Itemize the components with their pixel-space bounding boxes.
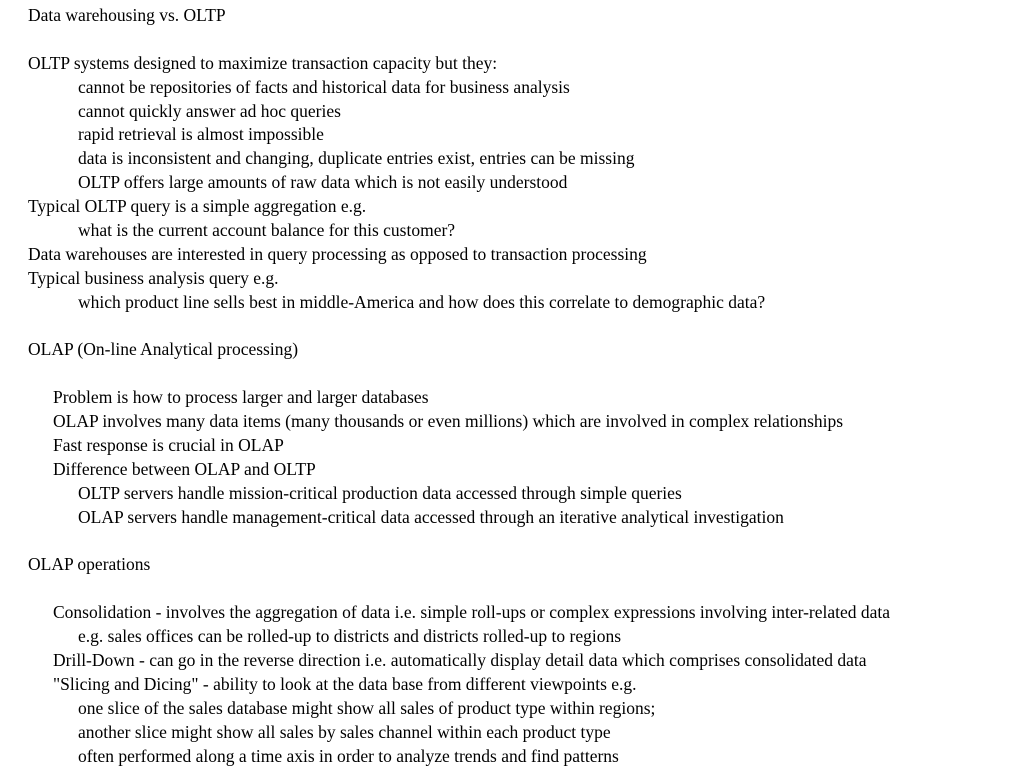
blank-line [28, 28, 1020, 52]
slicing-example: another slice might show all sales by sales channel within each product type [78, 721, 611, 742]
olap-heading: OLAP (On-line Analytical processing) [28, 339, 299, 360]
slicing-text: "Slicing and Dicing" - ability to look at the data base from different viewpoints e.g. [53, 673, 637, 694]
consolidation-text: Consolidation - involves the aggregation of data i.e. simple roll-ups or complex expressions involving inter-related data [53, 602, 891, 623]
slicing-example: often performed along a time axis in order to analyze trends and find patterns [78, 745, 619, 766]
slicing-example: one slice of the sales database might show all sales of product type within regions; [78, 697, 656, 718]
blank-line [28, 577, 1020, 601]
oltp-limitation: data is inconsistent and changing, duplicate entries exist, entries can be missing [78, 148, 635, 169]
oltp-limitation: cannot be repositories of facts and historical data for business analysis [78, 76, 570, 97]
business-query: Typical business analysis query e.g. [28, 267, 279, 288]
olap-point: Problem is how to process larger and larger databases [53, 387, 429, 408]
oltp-intro: OLTP systems designed to maximize transaction capacity but they: [28, 52, 498, 73]
blank-line [28, 315, 1020, 339]
blank-line [28, 362, 1020, 386]
blank-line [28, 530, 1020, 554]
oltp-limitation: cannot quickly answer ad hoc queries [78, 100, 341, 121]
consolidation-example: e.g. sales offices can be rolled-up to districts and districts rolled-up to regions [78, 626, 622, 647]
olap-point: OLAP involves many data items (many thousands or even millions) which are involved in complex relationships [53, 411, 844, 432]
olap-point: Fast response is crucial in OLAP [53, 435, 284, 456]
document-title: Data warehousing vs. OLTP [28, 5, 226, 25]
olap-point: Difference between OLAP and OLTP [53, 458, 316, 479]
olap-difference: OLTP servers handle mission-critical production data accessed through simple queries [78, 482, 682, 503]
operations-heading: OLAP operations [28, 554, 151, 575]
oltp-limitation: rapid retrieval is almost impossible [78, 124, 324, 145]
oltp-typical-query-example: what is the current account balance for this customer? [78, 220, 456, 241]
business-query-example: which product line sells best in middle-America and how does this correlate to demographic data? [78, 291, 766, 312]
oltp-typical-query: Typical OLTP query is a simple aggregation e.g. [28, 196, 367, 217]
drill-down-text: Drill-Down - can go in the reverse direction i.e. automatically display detail data which comprises consolidated data [53, 650, 867, 671]
oltp-limitation: OLTP offers large amounts of raw data which is not easily understood [78, 172, 568, 193]
warehouse-interest: Data warehouses are interested in query processing as opposed to transaction processing [28, 243, 647, 264]
olap-difference: OLAP servers handle management-critical data accessed through an iterative analytical investigation [78, 506, 784, 527]
document-body [28, 4, 1020, 769]
